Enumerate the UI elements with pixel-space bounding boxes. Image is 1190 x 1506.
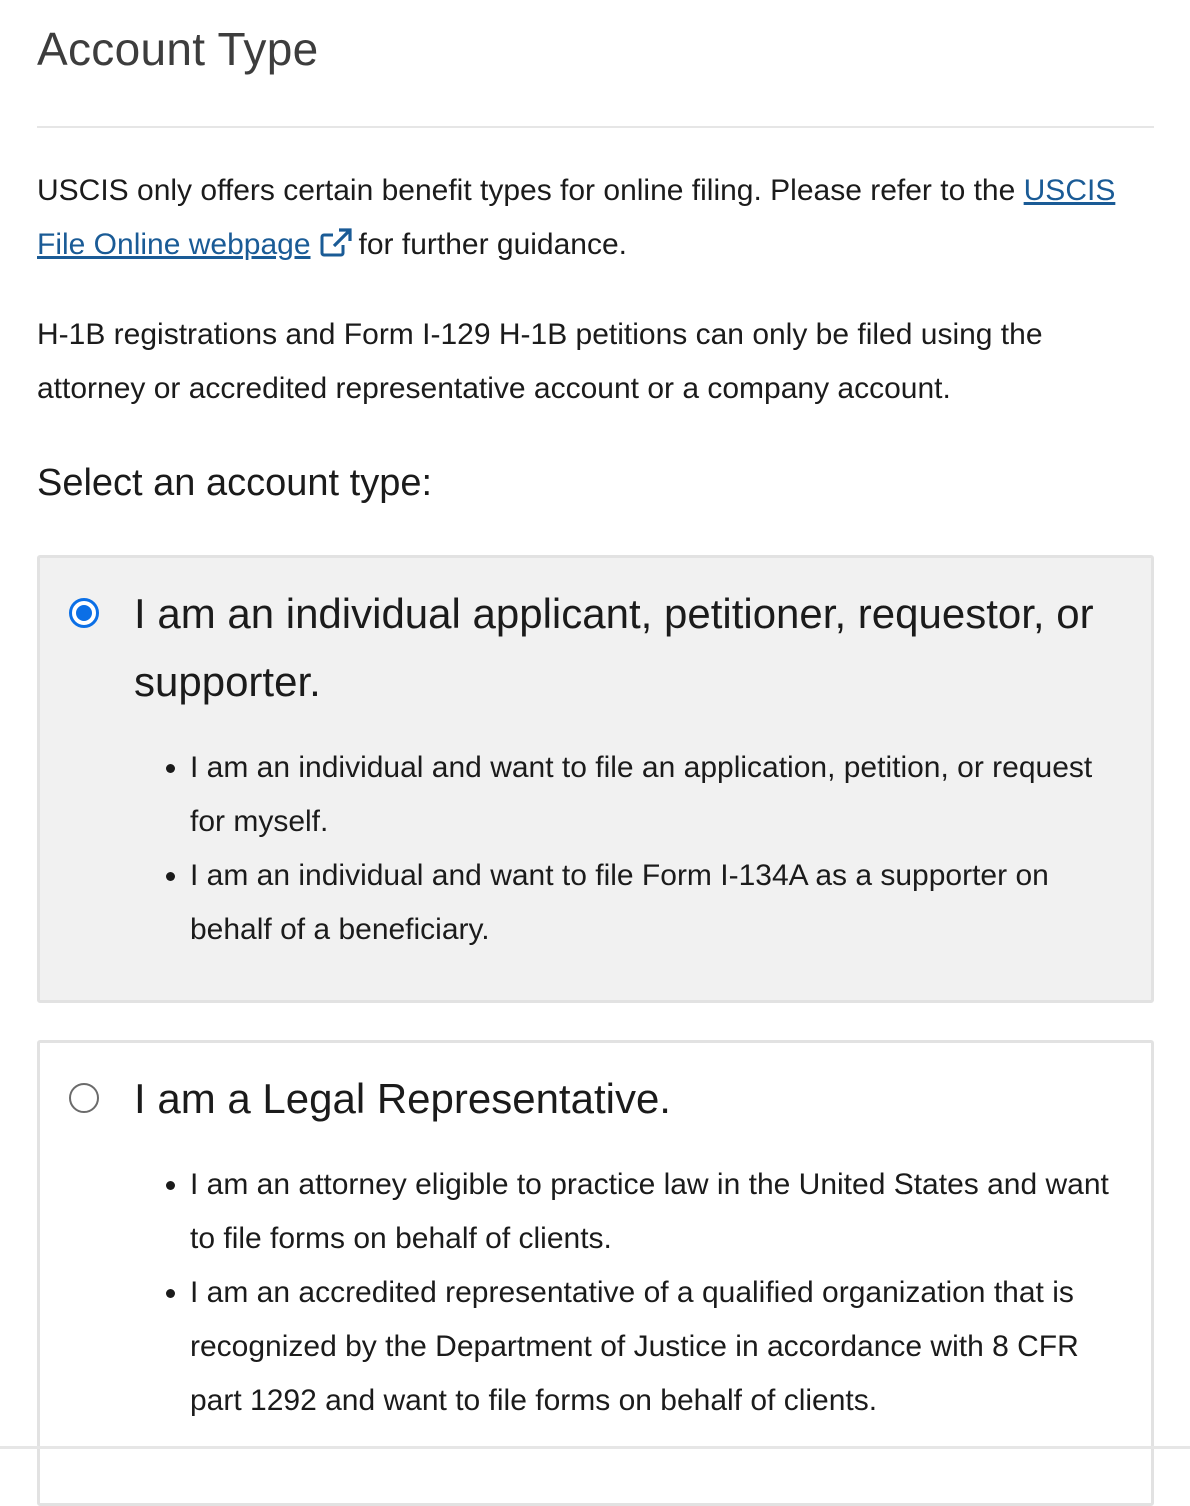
uscis-file-online-link[interactable]: USCIS File Online webpage xyxy=(37,174,1116,261)
intro-text: USCIS only offers certain benefit types for online filing. Please refer to the xyxy=(37,174,1024,207)
option-title[interactable]: I am an individual applicant, petitioner, requestor, or supporter. xyxy=(134,590,1094,705)
bullet-item: • I am an attorney eligible to practice law in the United States and want to file forms on behalf of clients. xyxy=(190,1158,1121,1266)
bullet-item: • I am an individual and want to file an application, petition, or request for myself. xyxy=(190,741,1121,849)
bullet-item: • I am an individual and want to file Form I-134A as a supporter on behalf of a beneficiary. xyxy=(190,849,1121,957)
h1b-note: H-1B registrations and Form I-129 H-1B petitions can only be filed using the attorney or accredited representative account or a company account. xyxy=(37,318,1043,405)
external-link-icon[interactable] xyxy=(319,222,353,252)
radio-individual[interactable] xyxy=(69,598,99,628)
account-option-legal-representative[interactable] xyxy=(37,1040,1154,1506)
intro-paragraph xyxy=(37,164,1154,272)
bullet-item: • I am an accredited representative of a qualified organization that is recognized by the Department of Justice in accordance with 8 CFR part 1292 and want to file forms on behalf of clients. xyxy=(190,1266,1121,1428)
option-title[interactable]: I am a Legal Representative. xyxy=(134,1075,671,1122)
page-title: Account Type xyxy=(37,23,319,75)
intro-text-end: for further guidance. xyxy=(358,228,628,261)
account-option-individual[interactable] xyxy=(37,555,1154,1003)
radio-legal-representative[interactable] xyxy=(69,1083,99,1113)
option-bullets xyxy=(150,1158,1121,1428)
option-bullets xyxy=(150,741,1121,957)
select-account-type-label: Select an account type: xyxy=(37,462,433,504)
divider xyxy=(37,126,1154,128)
